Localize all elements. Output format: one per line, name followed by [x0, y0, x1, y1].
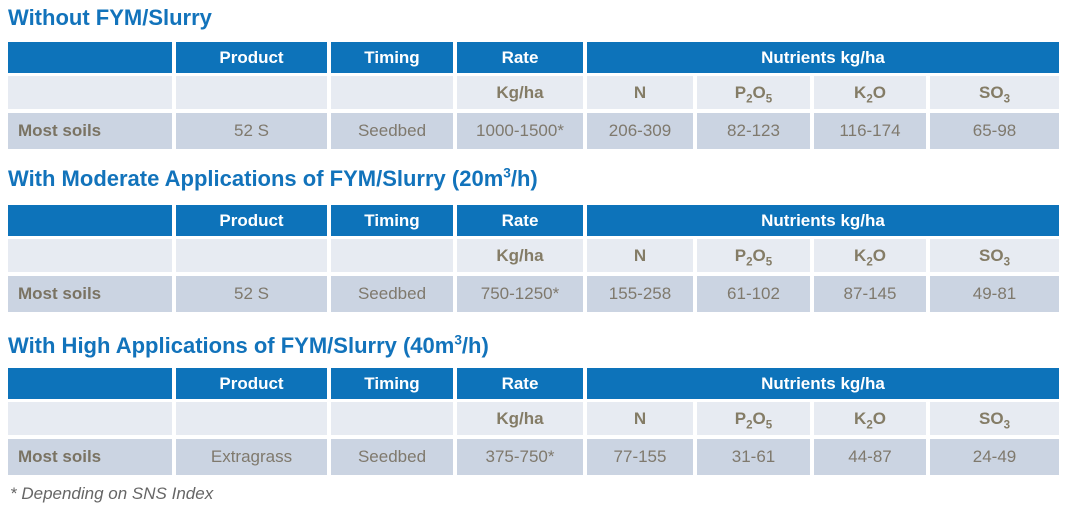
table-row: [8, 439, 1059, 475]
row-label-soil: Most soils: [8, 439, 176, 475]
header-nutrients: Nutrients kg/ha: [587, 368, 1059, 402]
subheader-rate-unit: Kg/ha: [457, 402, 587, 439]
table-row: [8, 113, 1059, 149]
subheader-k2o: $K_2O$: [814, 239, 930, 276]
subheader-p2o5: $P_2O_5$: [697, 402, 814, 439]
header-product: Product: [176, 42, 331, 76]
section-title: With Moderate Applications of FYM/Slurry $(20m^3/h)$: [8, 165, 538, 191]
header-product: Product: [176, 205, 331, 239]
cell-so3: 65-98: [930, 113, 1059, 149]
row-label-soil: Most soils: [8, 276, 176, 312]
header-rate: Rate: [457, 205, 587, 239]
subheader-empty: [331, 402, 457, 439]
nutrients-table: [8, 368, 1059, 475]
cell-product: Extragrass: [176, 439, 331, 475]
cell-rate: 375-750*: [457, 439, 587, 475]
subheader-empty: [8, 239, 176, 276]
cell-p2o5: 61-102: [697, 276, 814, 312]
cell-timing: Seedbed: [331, 439, 457, 475]
header-soil-empty: [8, 368, 176, 402]
cell-n: 77-155: [587, 439, 697, 475]
header-soil-empty: [8, 42, 176, 76]
subheader-k2o: $K_2O$: [814, 76, 930, 113]
cell-n: 155-258: [587, 276, 697, 312]
subheader-empty: [176, 402, 331, 439]
cell-timing: Seedbed: [331, 276, 457, 312]
cell-k2o: 87-145: [814, 276, 930, 312]
cell-timing: Seedbed: [331, 113, 457, 149]
nutrients-table: [8, 42, 1059, 149]
header-soil-empty: [8, 205, 176, 239]
cell-product: 52 S: [176, 113, 331, 149]
table-row: [8, 276, 1059, 312]
subheader-p2o5: $P_2O_5$: [697, 239, 814, 276]
section-title: Without FYM/Slurry: [8, 5, 212, 30]
subheader-k2o: $K_2O$: [814, 402, 930, 439]
section-without-fym: [8, 5, 1058, 149]
subheader-rate-unit: Kg/ha: [457, 239, 587, 276]
cell-n: 206-309: [587, 113, 697, 149]
header-timing: Timing: [331, 368, 457, 402]
section-moderate-fym: [8, 166, 1058, 312]
subheader-so3: $SO_3$: [930, 402, 1059, 439]
header-rate: Rate: [457, 42, 587, 76]
subheader-empty: [8, 402, 176, 439]
subheader-n: N: [587, 239, 697, 276]
cell-so3: 49-81: [930, 276, 1059, 312]
header-rate: Rate: [457, 368, 587, 402]
subheader-n: N: [587, 76, 697, 113]
nutrients-table: [8, 205, 1059, 312]
cell-rate: 1000-1500*: [457, 113, 587, 149]
cell-k2o: 116-174: [814, 113, 930, 149]
subheader-empty: [176, 239, 331, 276]
section-title: With High Applications of FYM/Slurry $(40m^3/h)$: [8, 332, 489, 358]
subheader-rate-unit: Kg/ha: [457, 76, 587, 113]
subheader-p2o5: $P_2O_5$: [697, 76, 814, 113]
subheader-n: N: [587, 402, 697, 439]
section-high-fym: [8, 333, 1058, 475]
cell-p2o5: 82-123: [697, 113, 814, 149]
header-timing: Timing: [331, 42, 457, 76]
row-label-soil: Most soils: [8, 113, 176, 149]
cell-rate: 750-1250*: [457, 276, 587, 312]
subheader-empty: [8, 76, 176, 113]
cell-p2o5: 31-61: [697, 439, 814, 475]
subheader-so3: $SO_3$: [930, 239, 1059, 276]
subheader-empty: [176, 76, 331, 113]
header-timing: Timing: [331, 205, 457, 239]
cell-k2o: 44-87: [814, 439, 930, 475]
header-product: Product: [176, 368, 331, 402]
subheader-so3: $SO_3$: [930, 76, 1059, 113]
header-nutrients: Nutrients kg/ha: [587, 42, 1059, 76]
subheader-empty: [331, 76, 457, 113]
footnote: * Depending on SNS Index: [10, 484, 214, 503]
header-nutrients: Nutrients kg/ha: [587, 205, 1059, 239]
cell-so3: 24-49: [930, 439, 1059, 475]
cell-product: 52 S: [176, 276, 331, 312]
subheader-empty: [331, 239, 457, 276]
